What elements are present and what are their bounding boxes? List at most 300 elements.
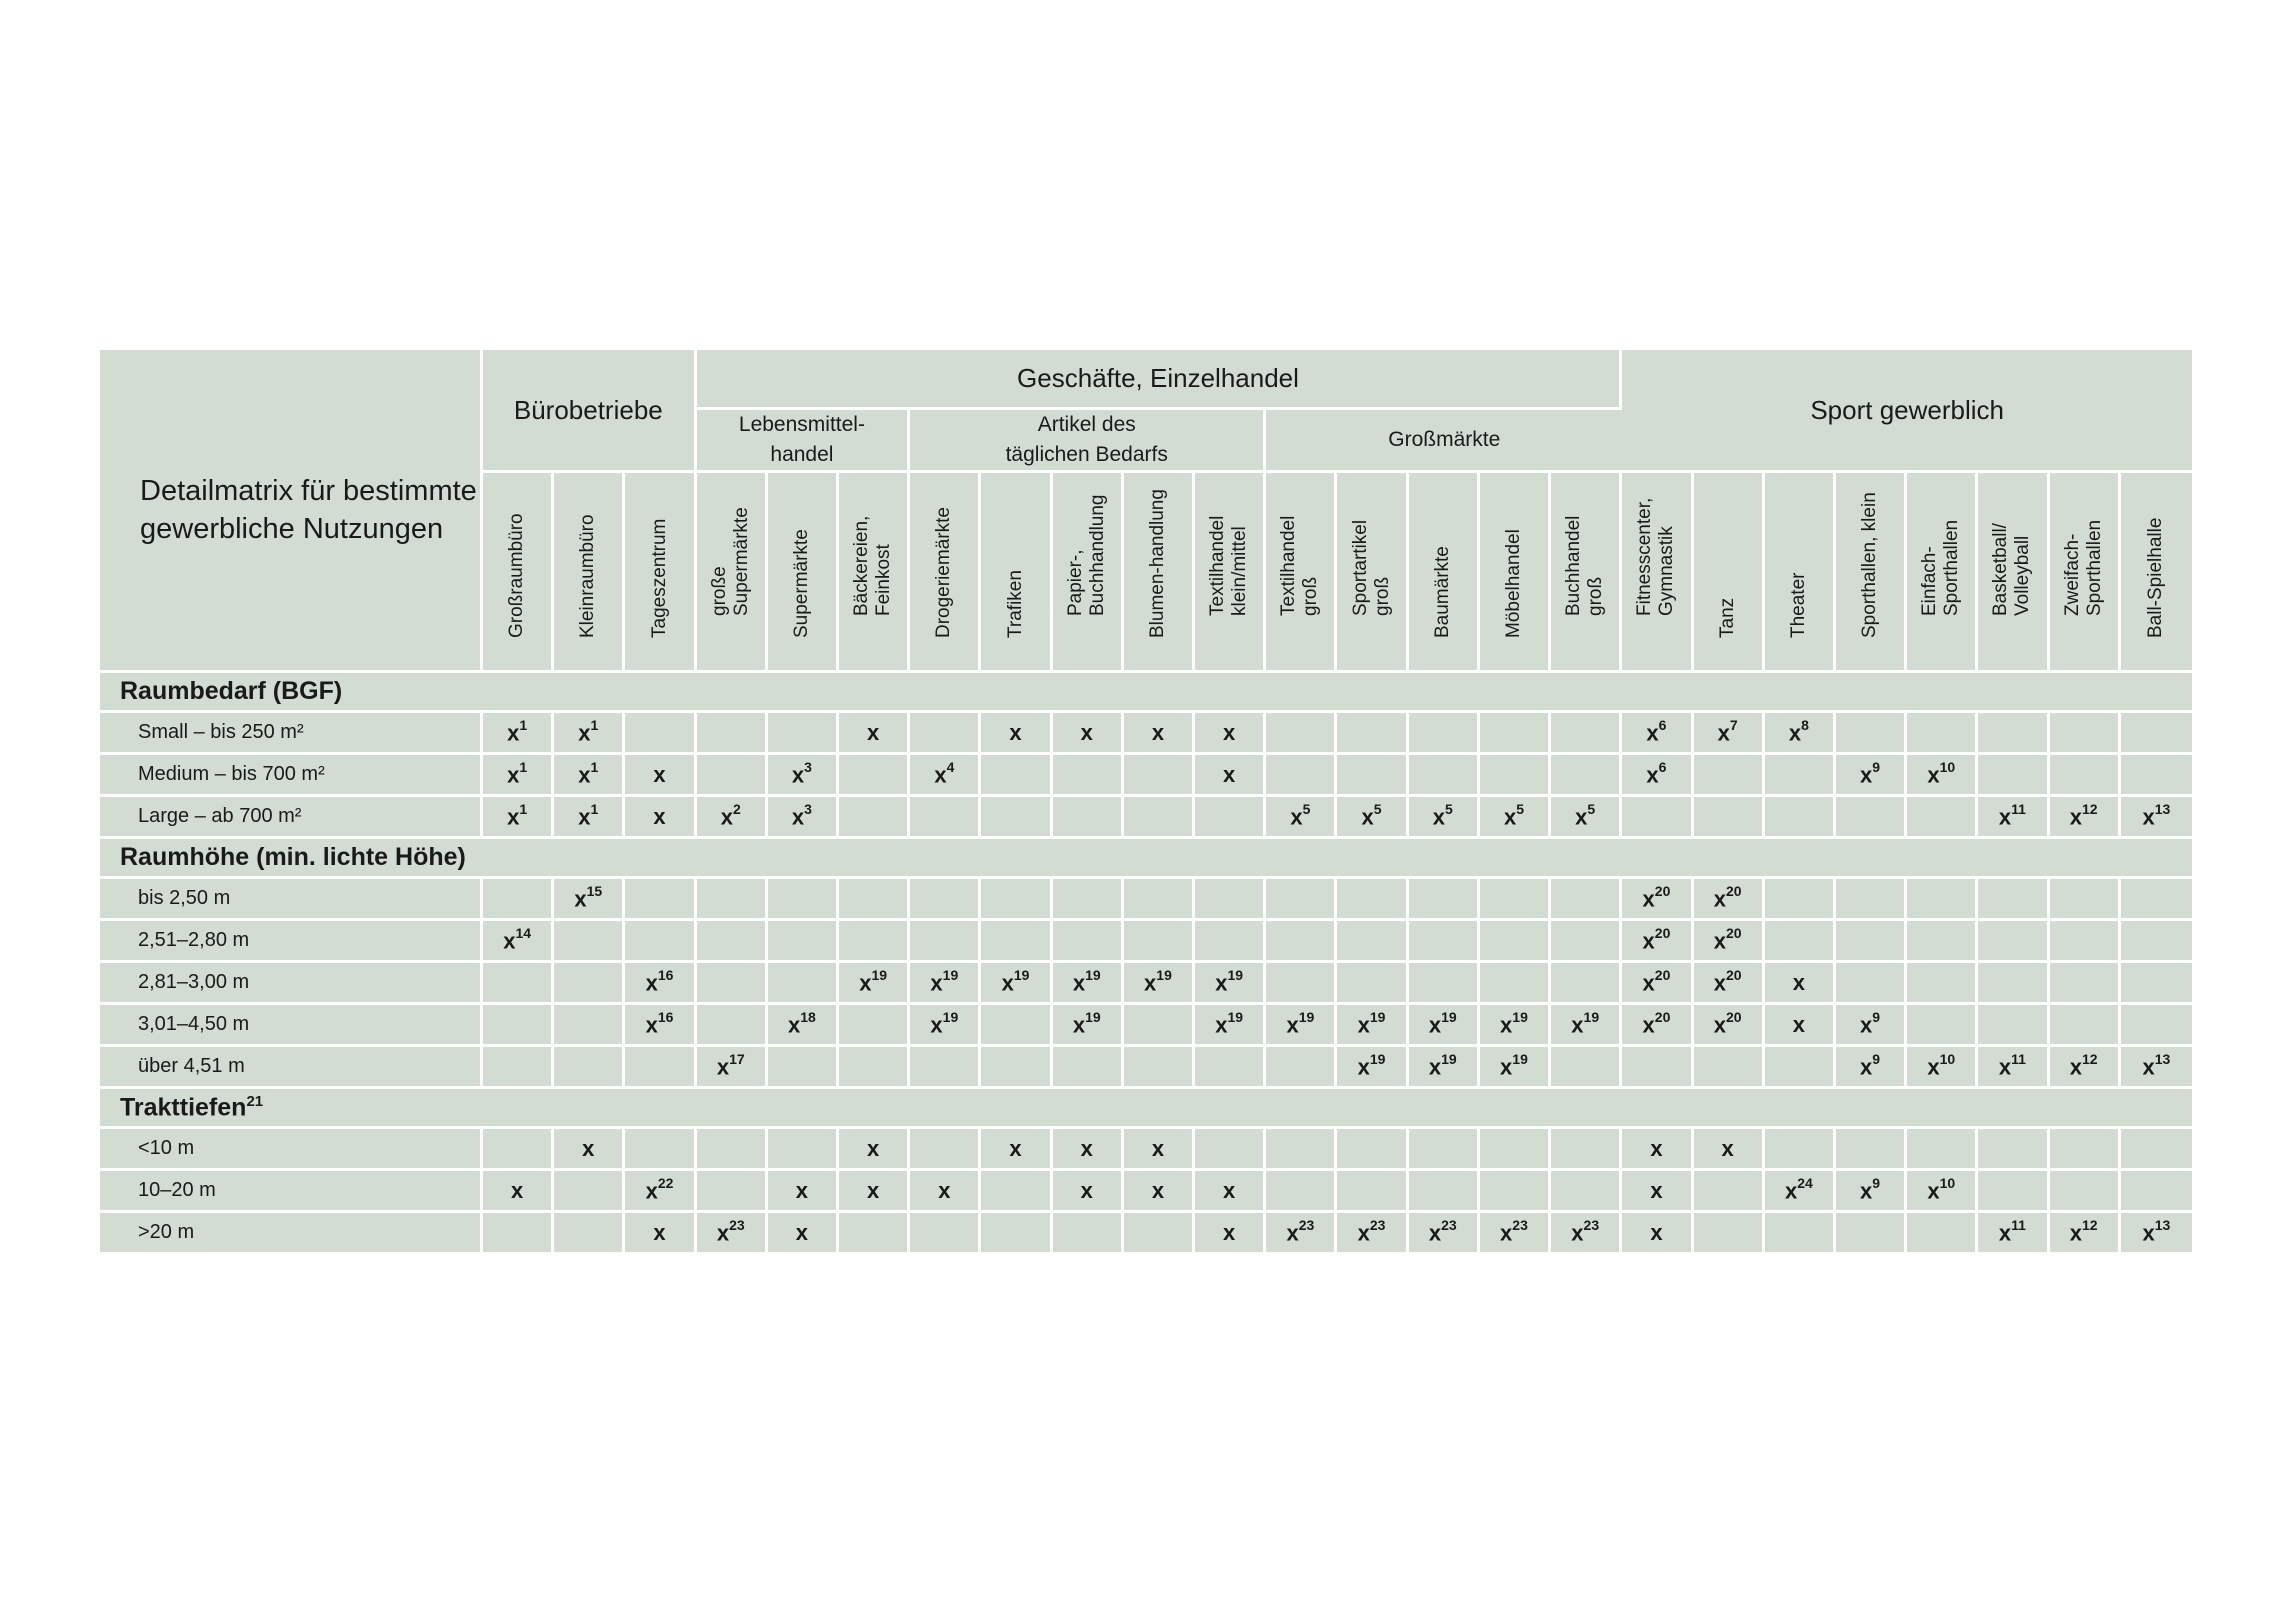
matrix-cell — [1409, 755, 1480, 797]
matrix-cell — [625, 1047, 696, 1089]
matrix-cell — [1836, 713, 1907, 755]
group-header: Geschäfte, Einzelhandel — [697, 350, 1623, 410]
matrix-cell — [2121, 1171, 2192, 1213]
matrix-cell: x — [839, 1171, 910, 1213]
matrix-cell: x — [1124, 1129, 1195, 1171]
matrix-cell — [1622, 797, 1693, 839]
matrix-cell — [1124, 879, 1195, 921]
matrix-cell — [1836, 879, 1907, 921]
matrix-cell — [1978, 963, 2049, 1005]
matrix-cell — [2121, 921, 2192, 963]
matrix-cell — [483, 1129, 554, 1171]
matrix-cell: $x^7$ — [1694, 713, 1765, 755]
section-title: Trakttiefen$^{21}$ — [100, 1089, 2192, 1129]
table-row — [100, 713, 2192, 755]
subgroup-header: Artikel des täglichen Bedarfs — [910, 410, 1266, 473]
matrix-cell: x — [1622, 1129, 1693, 1171]
matrix-cell — [1551, 921, 1622, 963]
matrix-cell — [1195, 797, 1266, 839]
matrix-cell — [839, 755, 910, 797]
matrix-cell — [839, 797, 910, 839]
matrix-cell — [1053, 921, 1124, 963]
matrix-cell — [1480, 963, 1551, 1005]
matrix-cell — [1694, 755, 1765, 797]
column-header-label: Bäckereien, Feinkost — [851, 515, 895, 616]
matrix-cell: $x^{23}$ — [1337, 1213, 1408, 1255]
matrix-cell — [697, 1005, 768, 1047]
matrix-cell: x — [1765, 963, 1836, 1005]
table-row — [100, 1129, 2192, 1171]
matrix-cell — [1765, 921, 1836, 963]
matrix-cell: $x^{19}$ — [981, 963, 1052, 1005]
column-header-label: Baumärkte — [1431, 546, 1453, 638]
matrix-cell: x — [1124, 713, 1195, 755]
column-header — [1622, 473, 1693, 673]
matrix-cell: x — [483, 1171, 554, 1213]
matrix-cell — [1907, 797, 1978, 839]
corner-title: Detailmatrix für bestimmte gewerbliche Nutzungen — [100, 350, 483, 673]
matrix-cell — [1978, 1171, 2049, 1213]
table-row — [100, 1213, 2192, 1255]
matrix-cell — [1266, 879, 1337, 921]
matrix-cell — [2121, 1005, 2192, 1047]
matrix-cell — [981, 755, 1052, 797]
matrix-cell — [1266, 713, 1337, 755]
matrix-cell: $x^{15}$ — [554, 879, 625, 921]
matrix-cell: $x^{19}$ — [1124, 963, 1195, 1005]
matrix-cell: $x^{20}$ — [1622, 879, 1693, 921]
row-label: 2,81–3,00 m — [100, 963, 483, 1005]
matrix-cell — [1907, 1005, 1978, 1047]
column-header — [1337, 473, 1408, 673]
matrix-cell — [697, 963, 768, 1005]
column-header-label: Textilhandel groß — [1278, 515, 1322, 616]
matrix-cell — [1409, 963, 1480, 1005]
matrix-cell — [1266, 921, 1337, 963]
column-header — [910, 473, 981, 673]
matrix-cell — [910, 797, 981, 839]
matrix-cell — [1551, 1171, 1622, 1213]
matrix-cell: $x^{20}$ — [1694, 921, 1765, 963]
matrix-cell — [1337, 713, 1408, 755]
matrix-cell — [839, 1047, 910, 1089]
matrix-cell: $x^3$ — [768, 755, 839, 797]
column-header — [1907, 473, 1978, 673]
matrix-cell — [2121, 879, 2192, 921]
matrix-cell: $x^{22}$ — [625, 1171, 696, 1213]
matrix-cell: $x^8$ — [1765, 713, 1836, 755]
matrix-cell — [1480, 755, 1551, 797]
matrix-cell — [839, 1213, 910, 1255]
matrix-cell: $x^{11}$ — [1978, 797, 2049, 839]
matrix-cell — [1266, 1047, 1337, 1089]
column-header — [1195, 473, 1266, 673]
matrix-cell: $x^{18}$ — [768, 1005, 839, 1047]
column-header — [1266, 473, 1337, 673]
matrix-cell — [2121, 963, 2192, 1005]
matrix-cell: x — [1195, 1213, 1266, 1255]
row-label: <10 m — [100, 1129, 483, 1171]
matrix-cell — [2050, 921, 2121, 963]
matrix-cell: $x^{20}$ — [1622, 1005, 1693, 1047]
matrix-cell: $x^9$ — [1836, 1047, 1907, 1089]
matrix-cell — [1694, 1047, 1765, 1089]
matrix-cell — [839, 879, 910, 921]
matrix-cell: $x^{19}$ — [1053, 1005, 1124, 1047]
matrix-cell — [839, 1005, 910, 1047]
matrix-cell — [1694, 797, 1765, 839]
matrix-cell — [1694, 1213, 1765, 1255]
matrix-cell: x — [768, 1171, 839, 1213]
matrix-cell: $x^{13}$ — [2121, 797, 2192, 839]
row-label: über 4,51 m — [100, 1047, 483, 1089]
matrix-cell — [1551, 963, 1622, 1005]
matrix-cell — [1907, 963, 1978, 1005]
matrix-cell — [1694, 1171, 1765, 1213]
column-header-label: Papier-, Buchhandlung — [1064, 494, 1108, 616]
column-header-label: Trafiken — [1004, 570, 1026, 638]
column-header-label: Ball-Spielhalle — [2145, 517, 2167, 638]
matrix-cell: $x^1$ — [554, 755, 625, 797]
matrix-cell — [697, 755, 768, 797]
matrix-cell — [697, 921, 768, 963]
column-header — [1765, 473, 1836, 673]
matrix-cell — [1337, 921, 1408, 963]
column-header — [1836, 473, 1907, 673]
matrix-cell — [1124, 797, 1195, 839]
matrix-cell: $x^{11}$ — [1978, 1047, 2049, 1089]
matrix-cell: x — [981, 1129, 1052, 1171]
matrix-cell — [981, 921, 1052, 963]
matrix-cell — [768, 963, 839, 1005]
column-header — [483, 473, 554, 673]
matrix-cell — [1480, 1171, 1551, 1213]
matrix-cell — [981, 1171, 1052, 1213]
table-row — [100, 1005, 2192, 1047]
matrix-cell: x — [625, 797, 696, 839]
matrix-cell — [1337, 1129, 1408, 1171]
matrix-cell — [910, 1047, 981, 1089]
subgroup-header: Lebensmittel- handel — [697, 410, 911, 473]
matrix-cell — [2121, 713, 2192, 755]
matrix-cell: $x^{19}$ — [1195, 1005, 1266, 1047]
matrix-cell: x — [1124, 1171, 1195, 1213]
matrix-cell — [768, 1129, 839, 1171]
matrix-cell: $x^{19}$ — [1409, 1047, 1480, 1089]
row-label: 2,51–2,80 m — [100, 921, 483, 963]
matrix-cell: $x^{19}$ — [1337, 1005, 1408, 1047]
matrix-cell: $x^{19}$ — [1266, 1005, 1337, 1047]
matrix-cell — [2050, 1129, 2121, 1171]
matrix-cell: $x^5$ — [1551, 797, 1622, 839]
matrix-cell — [2050, 755, 2121, 797]
matrix-cell — [1480, 1129, 1551, 1171]
matrix-cell — [554, 1005, 625, 1047]
matrix-cell: $x^{12}$ — [2050, 1047, 2121, 1089]
matrix-cell — [1266, 963, 1337, 1005]
matrix-cell: $x^{13}$ — [2121, 1047, 2192, 1089]
table-row — [100, 1171, 2192, 1213]
matrix-cell: $x^5$ — [1337, 797, 1408, 839]
matrix-cell: x — [910, 1171, 981, 1213]
matrix-cell — [1337, 755, 1408, 797]
matrix-cell — [981, 879, 1052, 921]
matrix-cell — [625, 921, 696, 963]
table-row — [100, 1047, 2192, 1089]
column-header-label: Fitnesscenter, Gymnastik — [1634, 497, 1678, 616]
matrix-cell: x — [625, 755, 696, 797]
column-header-label: Supermärkte — [790, 529, 812, 638]
matrix-cell: x — [1195, 713, 1266, 755]
matrix-cell: $x^1$ — [483, 713, 554, 755]
matrix-cell — [2050, 963, 2121, 1005]
matrix-cell — [1551, 1047, 1622, 1089]
column-header-label: Textilhandel klein/mittel — [1207, 515, 1251, 616]
column-header-label: Zweifach- Sporthallen — [2061, 519, 2105, 616]
matrix-cell — [1053, 879, 1124, 921]
matrix-cell: $x^{23}$ — [1551, 1213, 1622, 1255]
matrix-cell — [554, 1213, 625, 1255]
matrix-cell — [1765, 1213, 1836, 1255]
matrix-cell — [1124, 755, 1195, 797]
matrix-cell: $x^9$ — [1836, 1005, 1907, 1047]
matrix-cell: $x^{24}$ — [1765, 1171, 1836, 1213]
column-header-label: Sportartikel groß — [1349, 519, 1393, 616]
column-header-label: Tanz — [1716, 597, 1738, 638]
matrix-cell — [981, 1005, 1052, 1047]
matrix-cell — [1124, 921, 1195, 963]
matrix-cell — [1836, 1213, 1907, 1255]
matrix-cell — [554, 963, 625, 1005]
matrix-cell: $x^5$ — [1266, 797, 1337, 839]
matrix-cell: $x^{19}$ — [1195, 963, 1266, 1005]
matrix-cell: x — [554, 1129, 625, 1171]
matrix-cell — [1836, 963, 1907, 1005]
matrix-cell — [1978, 921, 2049, 963]
matrix-cell — [1836, 797, 1907, 839]
matrix-cell: $x^{16}$ — [625, 963, 696, 1005]
matrix-cell — [483, 1213, 554, 1255]
table-row — [100, 921, 2192, 963]
matrix-cell: $x^4$ — [910, 755, 981, 797]
matrix-cell: $x^{23}$ — [697, 1213, 768, 1255]
matrix-cell — [1053, 1047, 1124, 1089]
matrix-cell: $x^2$ — [697, 797, 768, 839]
matrix-cell — [1978, 713, 2049, 755]
matrix-cell — [839, 921, 910, 963]
matrix-cell: x — [1053, 1129, 1124, 1171]
matrix-cell: $x^{20}$ — [1694, 1005, 1765, 1047]
matrix-cell — [1124, 1005, 1195, 1047]
group-header: Bürobetriebe — [483, 350, 697, 473]
matrix-cell: $x^{19}$ — [1551, 1005, 1622, 1047]
matrix-cell — [1409, 713, 1480, 755]
section-title: Raumbedarf (BGF) — [100, 673, 2192, 713]
matrix-cell — [1266, 755, 1337, 797]
matrix-cell: $x^1$ — [483, 797, 554, 839]
matrix-cell: $x^{19}$ — [839, 963, 910, 1005]
matrix-cell: x — [981, 713, 1052, 755]
table-row — [100, 963, 2192, 1005]
column-header — [981, 473, 1052, 673]
detail-matrix-table — [100, 350, 2192, 1255]
matrix-cell — [1765, 797, 1836, 839]
matrix-cell — [1053, 755, 1124, 797]
column-header — [1409, 473, 1480, 673]
matrix-cell: x — [768, 1213, 839, 1255]
matrix-cell: $x^{19}$ — [1480, 1005, 1551, 1047]
matrix-cell: x — [1053, 713, 1124, 755]
matrix-cell — [1053, 797, 1124, 839]
matrix-cell: x — [625, 1213, 696, 1255]
matrix-cell: $x^{20}$ — [1694, 963, 1765, 1005]
row-label: >20 m — [100, 1213, 483, 1255]
matrix-cell — [1765, 755, 1836, 797]
column-header — [1124, 473, 1195, 673]
matrix-cell — [910, 713, 981, 755]
matrix-cell — [981, 1213, 1052, 1255]
table-row — [100, 755, 2192, 797]
matrix-cell: x — [839, 713, 910, 755]
matrix-cell: $x^{19}$ — [1053, 963, 1124, 1005]
matrix-cell — [1409, 1171, 1480, 1213]
matrix-cell — [1836, 1129, 1907, 1171]
matrix-cell — [1480, 921, 1551, 963]
matrix-cell: $x^9$ — [1836, 755, 1907, 797]
matrix-cell — [1765, 879, 1836, 921]
column-header-label: Theater — [1787, 572, 1809, 638]
matrix-cell: $x^{23}$ — [1409, 1213, 1480, 1255]
matrix-cell — [2050, 1171, 2121, 1213]
section-title: Raumhöhe (min. lichte Höhe) — [100, 839, 2192, 879]
matrix-cell: $x^{14}$ — [483, 921, 554, 963]
column-header-label: Möbelhandel — [1502, 529, 1524, 638]
matrix-cell — [2050, 713, 2121, 755]
matrix-cell — [1907, 921, 1978, 963]
matrix-cell: $x^9$ — [1836, 1171, 1907, 1213]
matrix-cell — [554, 1171, 625, 1213]
matrix-cell — [625, 879, 696, 921]
column-header — [1480, 473, 1551, 673]
matrix-cell: $x^{12}$ — [2050, 797, 2121, 839]
matrix-cell — [1551, 755, 1622, 797]
matrix-cell: x — [1622, 1171, 1693, 1213]
column-header-label: Buchhandel groß — [1563, 515, 1607, 616]
column-header-label: Einfach- Sporthallen — [1919, 519, 1963, 616]
table-row — [100, 879, 2192, 921]
matrix-cell: $x^{16}$ — [625, 1005, 696, 1047]
matrix-cell — [1124, 1047, 1195, 1089]
matrix-cell: $x^1$ — [554, 797, 625, 839]
matrix-cell: $x^3$ — [768, 797, 839, 839]
matrix-cell — [768, 713, 839, 755]
table-row — [100, 797, 2192, 839]
column-header — [554, 473, 625, 673]
matrix-cell — [1053, 1213, 1124, 1255]
matrix-cell — [910, 1129, 981, 1171]
column-header — [1978, 473, 2049, 673]
matrix-cell — [1978, 1129, 2049, 1171]
matrix-cell: $x^{19}$ — [1337, 1047, 1408, 1089]
matrix-cell — [2050, 879, 2121, 921]
matrix-cell — [697, 1171, 768, 1213]
matrix-cell — [697, 1129, 768, 1171]
column-header — [625, 473, 696, 673]
column-header — [2050, 473, 2121, 673]
matrix-cell — [483, 879, 554, 921]
matrix-cell — [1195, 1129, 1266, 1171]
matrix-cell — [1907, 1213, 1978, 1255]
matrix-cell: $x^{19}$ — [910, 1005, 981, 1047]
matrix-cell — [1480, 879, 1551, 921]
matrix-cell — [1551, 713, 1622, 755]
matrix-cell: $x^{10}$ — [1907, 755, 1978, 797]
matrix-cell — [1551, 879, 1622, 921]
matrix-cell: $x^{12}$ — [2050, 1213, 2121, 1255]
column-header-label: Sporthallen, klein — [1859, 492, 1881, 638]
matrix-cell — [768, 879, 839, 921]
matrix-cell: $x^5$ — [1480, 797, 1551, 839]
matrix-cell: $x^5$ — [1409, 797, 1480, 839]
matrix-cell — [1978, 755, 2049, 797]
column-header-label: Kleinraumbüro — [577, 514, 599, 638]
matrix-cell — [768, 1047, 839, 1089]
matrix-cell — [697, 713, 768, 755]
matrix-cell: $x^{17}$ — [697, 1047, 768, 1089]
matrix-cell: x — [1694, 1129, 1765, 1171]
matrix-cell — [910, 879, 981, 921]
matrix-cell — [1409, 921, 1480, 963]
matrix-cell: x — [1053, 1171, 1124, 1213]
row-label: Large – ab 700 m² — [100, 797, 483, 839]
row-label: 10–20 m — [100, 1171, 483, 1213]
matrix-cell — [1551, 1129, 1622, 1171]
matrix-cell: x — [1195, 755, 1266, 797]
matrix-cell — [1337, 1171, 1408, 1213]
matrix-cell — [554, 1047, 625, 1089]
matrix-cell — [2121, 755, 2192, 797]
matrix-cell: $x^{19}$ — [1409, 1005, 1480, 1047]
matrix-cell — [1195, 921, 1266, 963]
matrix-cell — [1907, 879, 1978, 921]
matrix-cell: x — [1195, 1171, 1266, 1213]
column-header — [1551, 473, 1622, 673]
matrix-cell — [1765, 1047, 1836, 1089]
matrix-cell: $x^{13}$ — [2121, 1213, 2192, 1255]
matrix-cell: x — [1765, 1005, 1836, 1047]
matrix-cell — [1480, 713, 1551, 755]
matrix-cell — [1195, 1047, 1266, 1089]
matrix-cell — [697, 879, 768, 921]
matrix-cell — [1337, 963, 1408, 1005]
matrix-cell: $x^{10}$ — [1907, 1171, 1978, 1213]
matrix-cell — [483, 1047, 554, 1089]
row-label: Medium – bis 700 m² — [100, 755, 483, 797]
matrix-cell: $x^6$ — [1622, 755, 1693, 797]
matrix-cell — [981, 1047, 1052, 1089]
matrix-cell: $x^{10}$ — [1907, 1047, 1978, 1089]
matrix-cell — [1124, 1213, 1195, 1255]
column-header — [1694, 473, 1765, 673]
matrix-cell — [625, 713, 696, 755]
column-header-label: Großraumbüro — [506, 513, 528, 638]
matrix-cell: $x^{23}$ — [1480, 1213, 1551, 1255]
group-header: Sport gewerblich — [1622, 350, 2192, 473]
matrix-cell — [483, 1005, 554, 1047]
row-label: 3,01–4,50 m — [100, 1005, 483, 1047]
matrix-cell — [1765, 1129, 1836, 1171]
matrix-cell: x — [839, 1129, 910, 1171]
